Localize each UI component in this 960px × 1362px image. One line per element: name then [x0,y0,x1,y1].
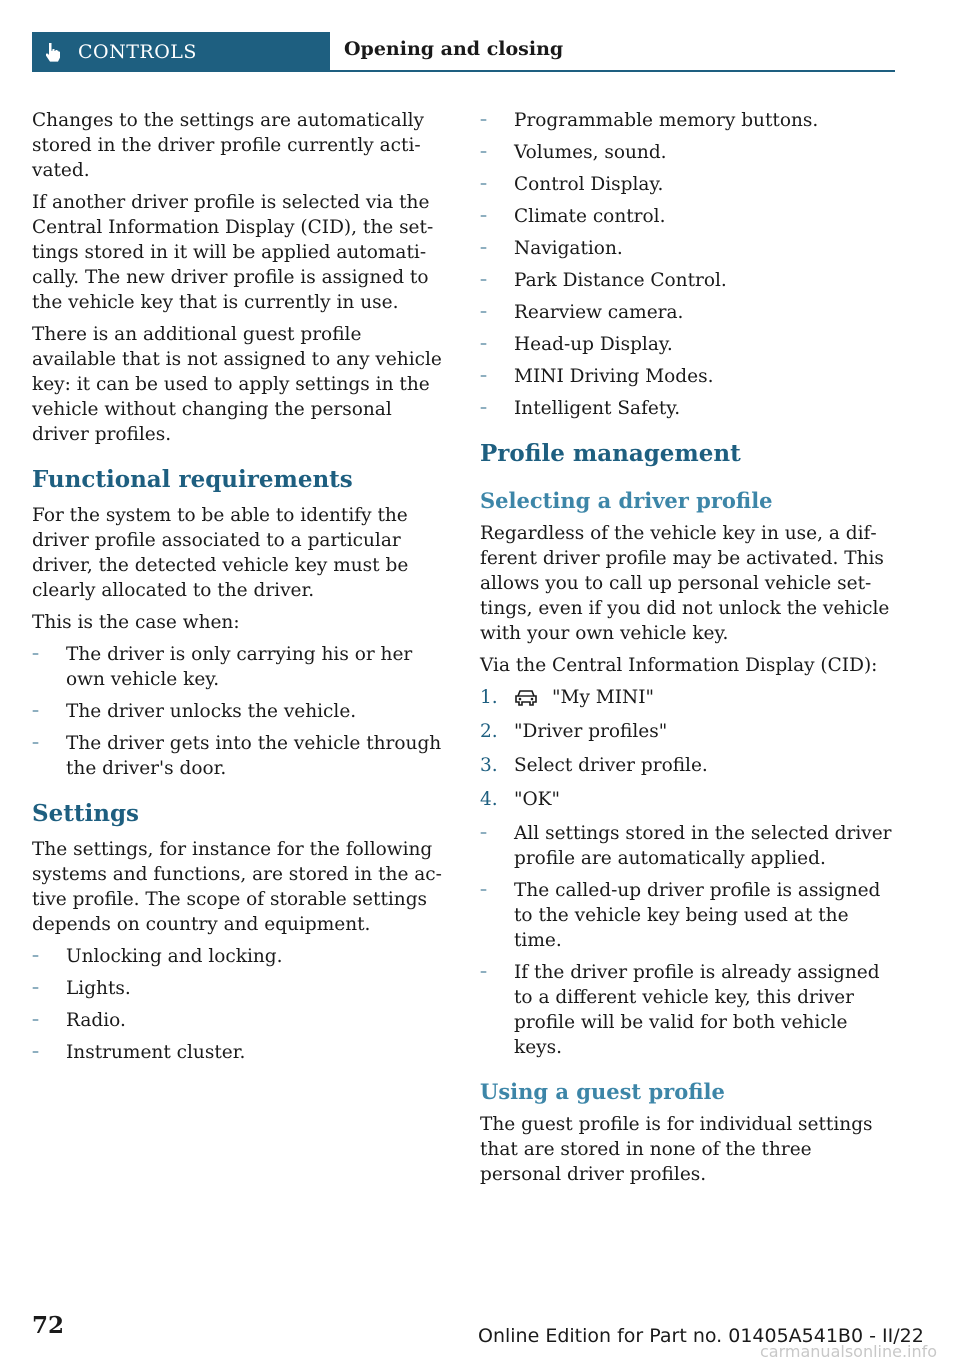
step-number: 3. [480,755,498,776]
list-item: – Radio. [32,1008,450,1033]
selecting-paragraph: Regardless of the vehicle key in use, a different driver profile may be activated. This allows you to call up personal vehicle settings, even if you did not unlock the vehicle with your own vehicle key. [480,523,890,644]
header-rule [330,70,895,72]
watermark: carmanualsonline.info [760,1342,938,1361]
intro-paragraph: There is an additional guest profile available that is not assigned to any vehicle key: it can be used to apply settings in the vehicle without changing the personal driver profiles. [32,324,442,445]
list-item: – MINI Driving Modes. [480,364,898,389]
list-item: – Programmable memory buttons. [480,108,898,133]
list-item: – The called-up driver profile is assigned to the vehicle key being used at the time. [480,878,898,953]
step-item [480,719,898,744]
car-icon [514,688,538,706]
functional-list [32,642,450,781]
page-header [32,32,895,72]
functional-paragraph: This is the case when: [32,612,240,633]
step-item [480,753,898,778]
section-tab [32,32,330,72]
list-item: – The driver unlocks the vehicle. [32,699,450,724]
topic-title: Opening and closing [344,38,564,60]
list-item: – Instrument cluster. [32,1040,450,1065]
selecting-notes-list [480,821,898,1060]
step-number: 4. [480,789,498,810]
settings-paragraph: The settings, for instance for the following systems and functions, are stored in the active profile. The scope of storable settings depends on country and equipment. [32,839,442,935]
list-item: – Volumes, sound. [480,140,898,165]
profile-management-heading: Profile management [480,440,741,467]
list-item: – The driver is only carrying his or her own vehicle key. [32,642,450,692]
step-item [480,787,898,812]
list-item: – All settings stored in the selected driver profile are automatically applied. [480,821,898,871]
step-item [480,685,898,710]
edition-footer: Online Edition for Part no. 01405A541B0 - II/22 [478,1325,924,1347]
step-number: 1. [480,687,498,708]
right-column [480,108,898,1194]
list-item: – Climate control. [480,204,898,229]
list-item: – Unlocking and locking. [32,944,450,969]
hand-pointer-icon [44,42,60,62]
selecting-profile-heading: Selecting a driver profile [480,488,773,513]
list-item: – The driver gets into the vehicle through the driver's door. [32,731,450,781]
selecting-paragraph: Via the Central Information Display (CID): [480,655,878,676]
steps-list [480,685,898,812]
list-item: – Lights. [32,976,450,1001]
list-item: – Navigation. [480,236,898,261]
intro-paragraph: If another driver profile is selected via the Central Information Display (CID), the settings stored in it will be applied automatically. The new driver profile is assigned to the vehicle key that is currently in use. [32,192,434,313]
step-text: "My MINI" [552,687,655,708]
list-item: – Head-up Display. [480,332,898,357]
list-item: – Rearview camera. [480,300,898,325]
settings-heading: Settings [32,800,139,827]
intro-paragraph: Changes to the settings are automatically stored in the driver profile currently activated. [32,110,424,181]
guest-profile-heading: Using a guest profile [480,1079,725,1104]
step-text: Select driver profile. [514,755,708,776]
step-number: 2. [480,721,498,742]
list-item: – Intelligent Safety. [480,396,898,421]
settings-list [32,944,450,1065]
step-text: "OK" [514,789,561,810]
section-title: CONTROLS [78,41,197,63]
settings-list-continued [480,108,898,421]
page-number: 72 [32,1312,65,1339]
left-column [32,108,450,1072]
list-item: – Control Display. [480,172,898,197]
list-item: – If the driver profile is already assigned to a different vehicle key, this driver profile will be valid for both vehicle keys. [480,960,898,1060]
functional-paragraph: For the system to be able to identify the driver profile associated to a particular driver, the detected vehicle key must be clearly allocated to the driver. [32,505,409,601]
functional-requirements-heading: Functional requirements [32,466,353,493]
guest-paragraph: The guest profile is for individual settings that are stored in none of the three personal driver profiles. [480,1114,873,1185]
list-item: – Park Distance Control. [480,268,898,293]
step-text: "Driver profiles" [514,721,668,742]
